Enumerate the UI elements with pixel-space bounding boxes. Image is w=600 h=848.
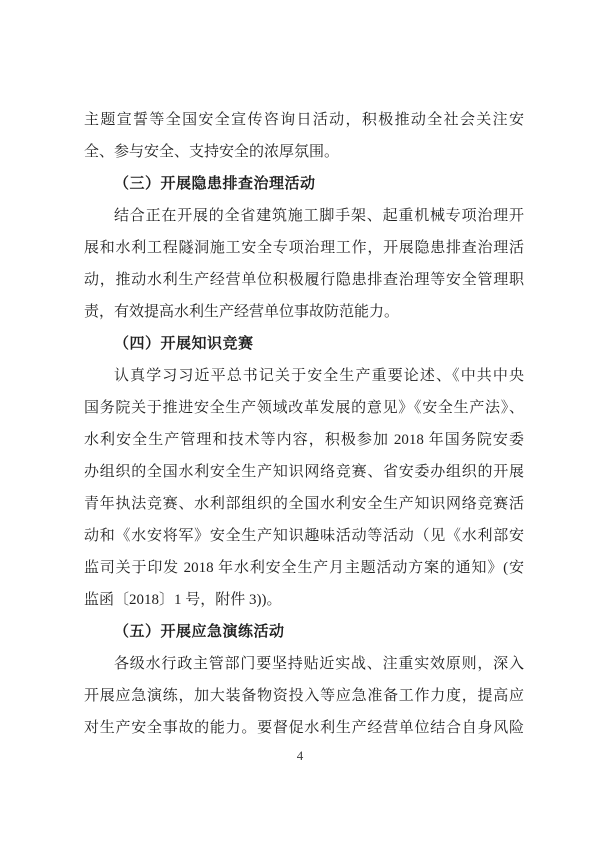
body-line: 办组织的全国水利安全生产知识网络竞赛、省安委办组织的开展 xyxy=(84,464,524,480)
body-line: 监函〔2018〕1 号，附件 3))。 xyxy=(84,592,282,608)
body-line: 责，有效提高水利生产经营单位事故防范能力。 xyxy=(84,304,400,320)
body-line: 对生产安全事故的能力。要督促水利生产经营单位结合自身风险 xyxy=(84,720,524,736)
body-line: 全、参与安全、支持安全的浓厚氛围。 xyxy=(84,144,340,160)
section-heading: （五）开展应急演练活动 xyxy=(114,624,285,640)
section-heading: （三）开展隐患排查治理活动 xyxy=(114,176,316,192)
body-line: 主题宣誓等全国安全宣传咨询日活动，积极推动全社会关注安 xyxy=(84,112,524,128)
page-number: 4 xyxy=(296,748,304,763)
section-heading: （四）开展知识竞赛 xyxy=(114,336,254,352)
body-line: 开展应急演练，加大装备物资投入等应急准备工作力度，提高应 xyxy=(84,688,524,704)
body-line: 动和《水安将军》安全生产知识趣味活动等活动（见《水利部安 xyxy=(84,528,524,544)
body-line: 结合正在开展的全省建筑施工脚手架、起重机械专项治理开 xyxy=(114,208,524,224)
body-line: 国务院关于推进安全生产领域改革发展的意见》《安全生产法》、 xyxy=(84,400,524,416)
body-line: 各级水行政主管部门要坚持贴近实战、注重实效原则，深入 xyxy=(114,656,524,672)
body-line: 展和水利工程隧洞施工安全专项治理工作，开展隐患排查治理活 xyxy=(84,240,524,256)
body-line: 水利安全生产管理和技术等内容，积极参加 2018 年国务院安委 xyxy=(84,432,524,448)
body-line: 监司关于印发 2018 年水利安全生产月主题活动方案的通知》(安 xyxy=(84,560,524,576)
body-line: 青年执法竞赛、水利部组织的全国水利安全生产知识网络竞赛活 xyxy=(84,496,524,512)
body-line: 动，推动水利生产经营单位积极履行隐患排查治理等安全管理职 xyxy=(84,272,524,288)
body-line: 认真学习习近平总书记关于安全生产重要论述、《中共中央 xyxy=(114,368,524,384)
document-body xyxy=(84,104,524,744)
